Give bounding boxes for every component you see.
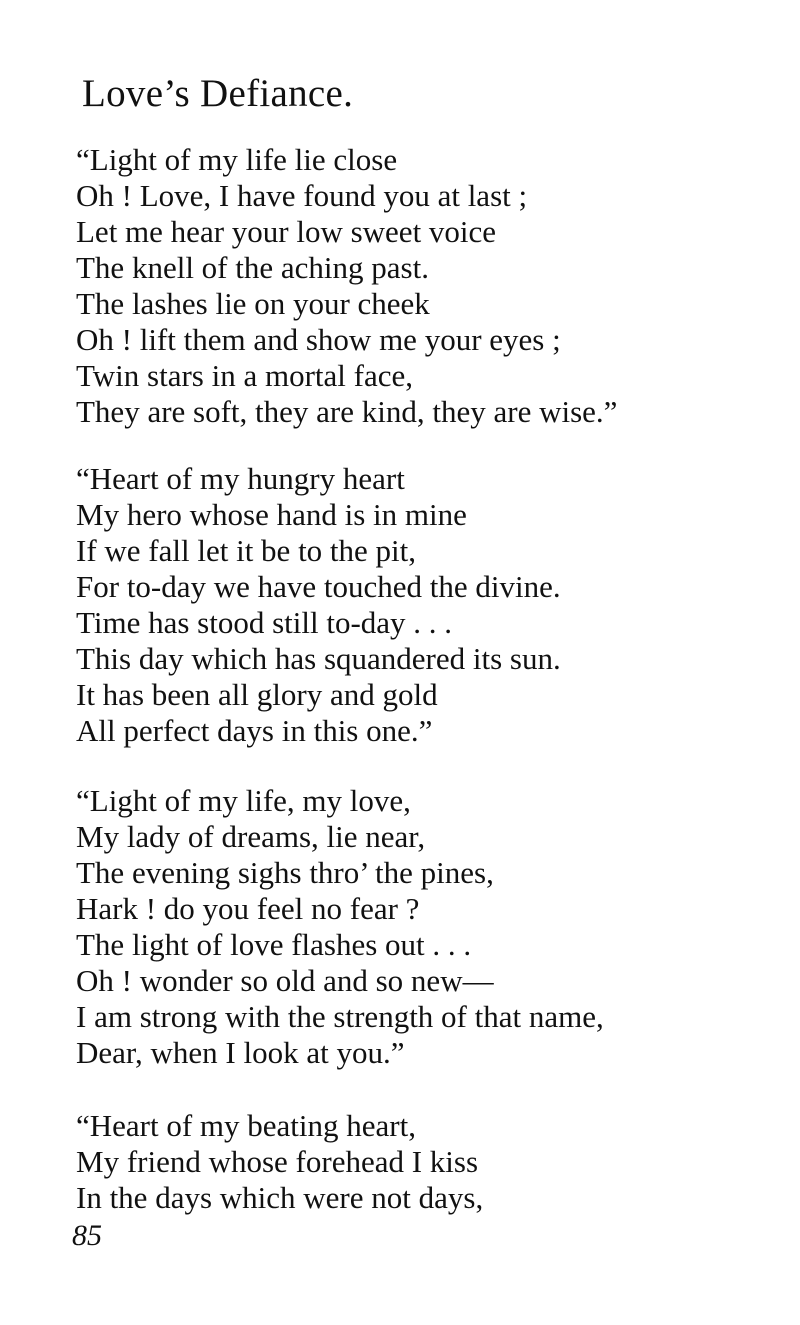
poem-line: “Light of my life, my love, (76, 783, 411, 818)
poem-line: For to-day we have touched the divine. (76, 569, 561, 604)
poem-line: My friend whose forehead I kiss (76, 1144, 479, 1179)
poem-line: In the days which were not days, (76, 1180, 484, 1215)
poem-line: This day which has squandered its sun. (76, 641, 561, 676)
poem-line: The lashes lie on your cheek (76, 286, 430, 321)
poem-title: Love’s Defiance. (82, 72, 354, 115)
poem-line: Time has stood still to-day . . . (76, 605, 453, 640)
stanza-2 (76, 461, 561, 749)
stanza-3 (76, 783, 604, 1071)
poem-line: Oh ! wonder so old and so new— (76, 963, 494, 998)
stanza-1 (76, 142, 617, 430)
poem-line: It has been all glory and gold (76, 677, 438, 712)
poem-line: Hark ! do you feel no fear ? (76, 891, 420, 926)
poem-line: My hero whose hand is in mine (76, 497, 467, 532)
poem-line: Dear, when I look at you.” (76, 1035, 405, 1070)
poem-line: All perfect days in this one.” (76, 713, 433, 748)
poem-line: The evening sighs thro’ the pines, (76, 855, 494, 890)
poem-line: If we fall let it be to the pit, (76, 533, 417, 568)
poem-line: My lady of dreams, lie near, (76, 819, 426, 854)
poem-line: “Heart of my beating heart, (76, 1108, 416, 1143)
poem-line: They are soft, they are kind, they are wise.” (76, 394, 618, 429)
poem-line: “Heart of my hungry heart (76, 461, 405, 496)
stanza-4 (76, 1108, 483, 1216)
poem-line: I am strong with the strength of that name, (76, 999, 604, 1034)
poem-line: Oh ! Love, I have found you at last ; (76, 178, 528, 213)
poem-line: The knell of the aching past. (76, 250, 429, 285)
page-number: 85 (72, 1219, 102, 1252)
poem-line: Let me hear your low sweet voice (76, 214, 497, 249)
poem-line: Twin stars in a mortal face, (76, 358, 413, 393)
poem-line: “Light of my life lie close (76, 142, 398, 177)
poem-line: Oh ! lift them and show me your eyes ; (76, 322, 561, 357)
poem-line: The light of love flashes out . . . (76, 927, 472, 962)
